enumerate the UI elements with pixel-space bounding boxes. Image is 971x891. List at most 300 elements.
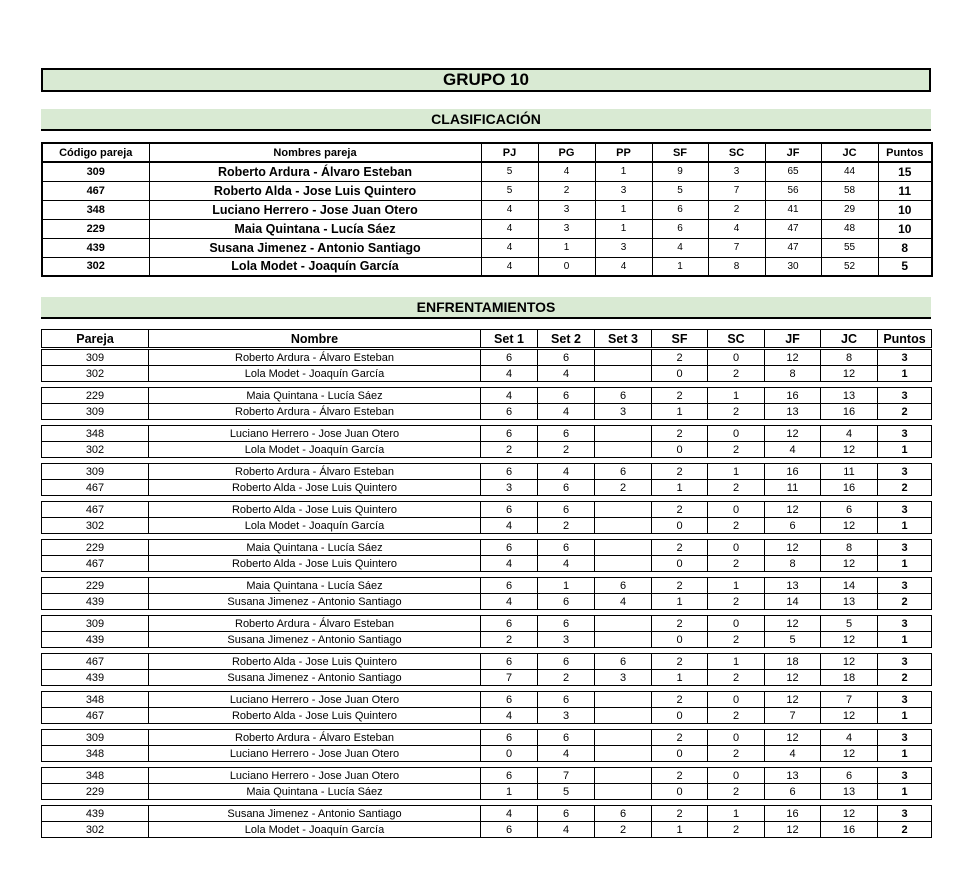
stat-sf: 0 (652, 632, 708, 648)
pair-names: Luciano Herrero - Jose Juan Otero (149, 692, 481, 708)
pair-names: Susana Jimenez - Antonio Santiago (149, 594, 481, 610)
pair-code: 302 (42, 822, 149, 838)
stat-sc: 0 (708, 730, 765, 746)
pair-code: 309 (42, 350, 149, 366)
stat-jf: 12 (765, 822, 821, 838)
pair-names: Lola Modet - Joaquín García (149, 366, 481, 382)
pair-code: 467 (42, 181, 149, 200)
stat-sc: 2 (708, 784, 765, 800)
stat-sc: 0 (708, 350, 765, 366)
stat-jc: 16 (821, 822, 878, 838)
stat-jf: 56 (765, 181, 821, 200)
stat-points: 2 (878, 594, 932, 610)
match-row (42, 670, 932, 686)
stat-jf: 4 (765, 442, 821, 458)
stat-s1: 2 (481, 442, 538, 458)
stat-points: 3 (878, 730, 932, 746)
stat-sf: 2 (652, 768, 708, 784)
stat-jf: 5 (765, 632, 821, 648)
stat-sf: 1 (652, 257, 708, 276)
stat-pp: 4 (595, 257, 652, 276)
stat-s1: 6 (481, 578, 538, 594)
stat-s1: 6 (481, 464, 538, 480)
pair-names: Maia Quintana - Lucía Sáez (149, 784, 481, 800)
pair-code: 348 (42, 768, 149, 784)
match-row (42, 442, 932, 458)
stat-jc: 48 (821, 219, 878, 238)
stat-jf: 41 (765, 200, 821, 219)
stat-jc: 52 (821, 257, 878, 276)
stat-jf: 18 (765, 654, 821, 670)
stat-points: 1 (878, 746, 932, 762)
stat-s2: 6 (538, 350, 595, 366)
stat-sf: 2 (652, 426, 708, 442)
stat-s3: 3 (595, 670, 652, 686)
stat-sc: 2 (708, 746, 765, 762)
stat-s3 (595, 730, 652, 746)
stat-jc: 12 (821, 806, 878, 822)
stat-sf: 0 (652, 746, 708, 762)
stat-sc: 2 (708, 822, 765, 838)
stat-sc: 2 (708, 442, 765, 458)
stat-s1: 6 (481, 654, 538, 670)
stat-s1: 4 (481, 518, 538, 534)
stat-sf: 0 (652, 366, 708, 382)
stat-jf: 12 (765, 616, 821, 632)
stat-s3 (595, 692, 652, 708)
standings-heading: CLASIFICACIÓN (41, 109, 931, 131)
col-header: SF (652, 143, 708, 162)
pair-names: Maia Quintana - Lucía Sáez (149, 540, 481, 556)
stat-s3 (595, 518, 652, 534)
stat-jc: 12 (821, 654, 878, 670)
stat-s3: 2 (595, 480, 652, 496)
pair-code: 467 (42, 480, 149, 496)
stat-s3: 6 (595, 464, 652, 480)
stat-jc: 29 (821, 200, 878, 219)
col-header: Nombre (149, 330, 481, 348)
pair-names: Roberto Ardura - Álvaro Esteban (149, 404, 481, 420)
stat-sf: 5 (652, 181, 708, 200)
col-header: Set 3 (595, 330, 652, 348)
stat-s2: 4 (538, 464, 595, 480)
pair-code: 302 (42, 442, 149, 458)
stat-sc: 2 (708, 518, 765, 534)
stat-jf: 16 (765, 464, 821, 480)
stat-s3: 6 (595, 578, 652, 594)
col-header: Set 2 (538, 330, 595, 348)
stat-points: 3 (878, 578, 932, 594)
stat-points: 3 (878, 388, 932, 404)
match-row (42, 768, 932, 784)
stat-sf: 0 (652, 442, 708, 458)
stat-s2: 6 (538, 594, 595, 610)
stat-s1: 3 (481, 480, 538, 496)
stat-jc: 12 (821, 632, 878, 648)
pair-names: Lola Modet - Joaquín García (149, 822, 481, 838)
pair-code: 348 (42, 200, 149, 219)
stat-pg: 4 (538, 162, 595, 181)
stat-sc: 3 (708, 162, 765, 181)
col-header: Puntos (878, 330, 932, 348)
pair-code: 467 (42, 556, 149, 572)
stat-s2: 6 (538, 730, 595, 746)
stat-s2: 6 (538, 388, 595, 404)
stat-sf: 2 (652, 806, 708, 822)
stat-jf: 8 (765, 556, 821, 572)
stat-s1: 7 (481, 670, 538, 686)
match-block (41, 653, 932, 686)
stat-s2: 2 (538, 442, 595, 458)
match-row (42, 822, 932, 838)
pair-names: Roberto Alda - Jose Luis Quintero (149, 502, 481, 518)
stat-jc: 5 (821, 616, 878, 632)
standings-table (41, 142, 933, 277)
pair-names: Luciano Herrero - Jose Juan Otero (149, 768, 481, 784)
stat-sc: 8 (708, 257, 765, 276)
stat-s1: 4 (481, 366, 538, 382)
stat-s2: 1 (538, 578, 595, 594)
match-block (41, 691, 932, 724)
stat-sf: 2 (652, 464, 708, 480)
stat-s2: 3 (538, 708, 595, 724)
stat-jc: 16 (821, 404, 878, 420)
pair-code: 302 (42, 518, 149, 534)
stat-jf: 12 (765, 540, 821, 556)
pair-code: 229 (42, 219, 149, 238)
stat-jf: 13 (765, 768, 821, 784)
stat-s1: 6 (481, 768, 538, 784)
pair-code: 439 (42, 594, 149, 610)
stat-pg: 3 (538, 219, 595, 238)
stat-s1: 6 (481, 616, 538, 632)
col-header: Pareja (42, 330, 149, 348)
standings-row (42, 162, 932, 181)
match-block (41, 767, 932, 800)
stat-jc: 13 (821, 388, 878, 404)
pair-code: 439 (42, 670, 149, 686)
match-row (42, 350, 932, 366)
stat-sc: 0 (708, 540, 765, 556)
pair-code: 309 (42, 730, 149, 746)
stat-s2: 6 (538, 480, 595, 496)
stat-jf: 12 (765, 730, 821, 746)
stat-s3 (595, 616, 652, 632)
stat-s1: 6 (481, 822, 538, 838)
stat-sc: 0 (708, 426, 765, 442)
stat-pp: 3 (595, 181, 652, 200)
pair-names: Roberto Ardura - Álvaro Esteban (149, 162, 481, 181)
stat-jc: 11 (821, 464, 878, 480)
pair-code: 229 (42, 784, 149, 800)
stat-sf: 1 (652, 670, 708, 686)
stat-jc: 14 (821, 578, 878, 594)
match-row (42, 616, 932, 632)
match-row (42, 806, 932, 822)
pair-names: Susana Jimenez - Antonio Santiago (149, 238, 481, 257)
match-row (42, 730, 932, 746)
stat-jf: 13 (765, 404, 821, 420)
stat-jc: 12 (821, 442, 878, 458)
stat-sf: 1 (652, 404, 708, 420)
col-header: JC (821, 330, 878, 348)
stat-s2: 6 (538, 540, 595, 556)
stat-jc: 12 (821, 366, 878, 382)
match-block (41, 501, 932, 534)
match-block (41, 463, 932, 496)
stat-s2: 5 (538, 784, 595, 800)
stat-jf: 16 (765, 806, 821, 822)
stat-sc: 2 (708, 632, 765, 648)
match-block (41, 425, 932, 458)
stat-points: 3 (878, 768, 932, 784)
match-block (41, 387, 932, 420)
stat-s2: 4 (538, 366, 595, 382)
stat-points: 1 (878, 632, 932, 648)
stat-sc: 4 (708, 219, 765, 238)
stat-points: 3 (878, 502, 932, 518)
stat-jf: 16 (765, 388, 821, 404)
pair-code: 439 (42, 806, 149, 822)
pair-code: 309 (42, 404, 149, 420)
stat-jc: 4 (821, 426, 878, 442)
stat-sc: 2 (708, 366, 765, 382)
stat-sc: 2 (708, 594, 765, 610)
stat-s1: 2 (481, 632, 538, 648)
col-header: PP (595, 143, 652, 162)
stat-jf: 12 (765, 426, 821, 442)
stat-s3 (595, 442, 652, 458)
stat-sc: 1 (708, 464, 765, 480)
pair-code: 439 (42, 238, 149, 257)
stat-jc: 58 (821, 181, 878, 200)
stat-points: 2 (878, 480, 932, 496)
stat-s1: 6 (481, 502, 538, 518)
match-row (42, 746, 932, 762)
match-block (41, 615, 932, 648)
stat-s2: 7 (538, 768, 595, 784)
match-row (42, 578, 932, 594)
pair-names: Maia Quintana - Lucía Sáez (149, 219, 481, 238)
stat-points: 11 (878, 181, 932, 200)
stat-s1: 6 (481, 426, 538, 442)
stat-jc: 12 (821, 746, 878, 762)
stat-sc: 1 (708, 388, 765, 404)
stat-s2: 6 (538, 426, 595, 442)
stat-s1: 4 (481, 806, 538, 822)
stat-jc: 44 (821, 162, 878, 181)
stat-s2: 4 (538, 746, 595, 762)
stat-jc: 12 (821, 518, 878, 534)
match-row (42, 404, 932, 420)
stat-s3 (595, 366, 652, 382)
stat-s2: 4 (538, 822, 595, 838)
pair-code: 348 (42, 746, 149, 762)
match-block (41, 805, 932, 838)
pair-names: Susana Jimenez - Antonio Santiago (149, 806, 481, 822)
match-row (42, 502, 932, 518)
stat-s1: 4 (481, 388, 538, 404)
stat-sc: 2 (708, 200, 765, 219)
stat-points: 5 (878, 257, 932, 276)
stat-jf: 30 (765, 257, 821, 276)
pair-code: 309 (42, 162, 149, 181)
stat-s3: 6 (595, 654, 652, 670)
match-block (41, 349, 932, 382)
stat-jf: 14 (765, 594, 821, 610)
stat-jc: 18 (821, 670, 878, 686)
stat-pp: 1 (595, 162, 652, 181)
stat-sf: 1 (652, 594, 708, 610)
pair-code: 309 (42, 464, 149, 480)
match-row (42, 426, 932, 442)
stat-jc: 8 (821, 540, 878, 556)
stat-sf: 0 (652, 708, 708, 724)
stat-sf: 2 (652, 540, 708, 556)
stat-sc: 0 (708, 616, 765, 632)
standings-row (42, 181, 932, 200)
stat-s2: 3 (538, 632, 595, 648)
col-header: SF (652, 330, 708, 348)
col-header: Nombres pareja (149, 143, 481, 162)
col-header: JF (765, 143, 821, 162)
match-row (42, 540, 932, 556)
stat-sc: 7 (708, 181, 765, 200)
stat-s3 (595, 540, 652, 556)
stat-jc: 13 (821, 784, 878, 800)
match-row (42, 556, 932, 572)
matches-header-table (41, 329, 932, 348)
stat-pj: 5 (481, 162, 538, 181)
stat-s3: 6 (595, 806, 652, 822)
pair-code: 348 (42, 692, 149, 708)
stat-jc: 8 (821, 350, 878, 366)
stat-pp: 1 (595, 219, 652, 238)
stat-pp: 1 (595, 200, 652, 219)
col-header: SC (708, 143, 765, 162)
pair-names: Lola Modet - Joaquín García (149, 518, 481, 534)
pair-code: 302 (42, 366, 149, 382)
stat-sc: 7 (708, 238, 765, 257)
stat-s3 (595, 350, 652, 366)
col-header: PJ (481, 143, 538, 162)
col-header: JC (821, 143, 878, 162)
stat-sc: 1 (708, 806, 765, 822)
pair-names: Roberto Alda - Jose Luis Quintero (149, 556, 481, 572)
standings-row (42, 200, 932, 219)
stat-sc: 0 (708, 502, 765, 518)
stat-points: 15 (878, 162, 932, 181)
match-block (41, 577, 932, 610)
match-row (42, 784, 932, 800)
stat-jf: 12 (765, 670, 821, 686)
stat-jf: 7 (765, 708, 821, 724)
stat-s1: 6 (481, 404, 538, 420)
stat-pg: 1 (538, 238, 595, 257)
stat-jf: 11 (765, 480, 821, 496)
pair-names: Luciano Herrero - Jose Juan Otero (149, 200, 481, 219)
pair-code: 229 (42, 578, 149, 594)
stat-points: 8 (878, 238, 932, 257)
stat-jc: 12 (821, 708, 878, 724)
pair-names: Lola Modet - Joaquín García (149, 257, 481, 276)
pair-names: Roberto Alda - Jose Luis Quintero (149, 708, 481, 724)
stat-jc: 7 (821, 692, 878, 708)
stat-sc: 1 (708, 654, 765, 670)
stat-jf: 8 (765, 366, 821, 382)
stat-sf: 1 (652, 822, 708, 838)
match-row (42, 632, 932, 648)
stat-s1: 4 (481, 594, 538, 610)
match-row (42, 692, 932, 708)
pair-code: 467 (42, 654, 149, 670)
stat-s3 (595, 784, 652, 800)
stat-sf: 2 (652, 730, 708, 746)
stat-jc: 13 (821, 594, 878, 610)
stat-jf: 4 (765, 746, 821, 762)
stat-jf: 6 (765, 784, 821, 800)
stat-sc: 0 (708, 768, 765, 784)
pair-code: 467 (42, 502, 149, 518)
stat-pj: 5 (481, 181, 538, 200)
stat-points: 3 (878, 426, 932, 442)
stat-s3 (595, 556, 652, 572)
pair-names: Roberto Ardura - Álvaro Esteban (149, 730, 481, 746)
stat-s3: 4 (595, 594, 652, 610)
stat-sf: 1 (652, 480, 708, 496)
stat-sf: 6 (652, 219, 708, 238)
pair-names: Maia Quintana - Lucía Sáez (149, 578, 481, 594)
match-row (42, 518, 932, 534)
stat-pg: 3 (538, 200, 595, 219)
stat-s1: 6 (481, 540, 538, 556)
pair-names: Roberto Alda - Jose Luis Quintero (149, 654, 481, 670)
pair-names: Maia Quintana - Lucía Sáez (149, 388, 481, 404)
stat-points: 3 (878, 654, 932, 670)
pair-names: Roberto Alda - Jose Luis Quintero (149, 480, 481, 496)
stat-jc: 16 (821, 480, 878, 496)
pair-code: 302 (42, 257, 149, 276)
match-row (42, 366, 932, 382)
pair-code: 467 (42, 708, 149, 724)
pair-names: Susana Jimenez - Antonio Santiago (149, 632, 481, 648)
stat-s3 (595, 426, 652, 442)
match-row (42, 480, 932, 496)
stat-s2: 6 (538, 654, 595, 670)
stat-s2: 6 (538, 616, 595, 632)
stat-s2: 6 (538, 502, 595, 518)
col-header: PG (538, 143, 595, 162)
stat-pp: 3 (595, 238, 652, 257)
standings-row (42, 257, 932, 276)
stat-points: 1 (878, 518, 932, 534)
pair-names: Luciano Herrero - Jose Juan Otero (149, 746, 481, 762)
pair-code: 309 (42, 616, 149, 632)
stat-s3: 6 (595, 388, 652, 404)
stat-pg: 2 (538, 181, 595, 200)
match-row (42, 654, 932, 670)
match-row (42, 594, 932, 610)
stat-points: 1 (878, 708, 932, 724)
stat-s1: 6 (481, 350, 538, 366)
stat-pg: 0 (538, 257, 595, 276)
stat-s3: 2 (595, 822, 652, 838)
stat-points: 3 (878, 616, 932, 632)
stat-s1: 1 (481, 784, 538, 800)
stat-s2: 6 (538, 806, 595, 822)
stat-s1: 4 (481, 556, 538, 572)
stat-sf: 2 (652, 654, 708, 670)
